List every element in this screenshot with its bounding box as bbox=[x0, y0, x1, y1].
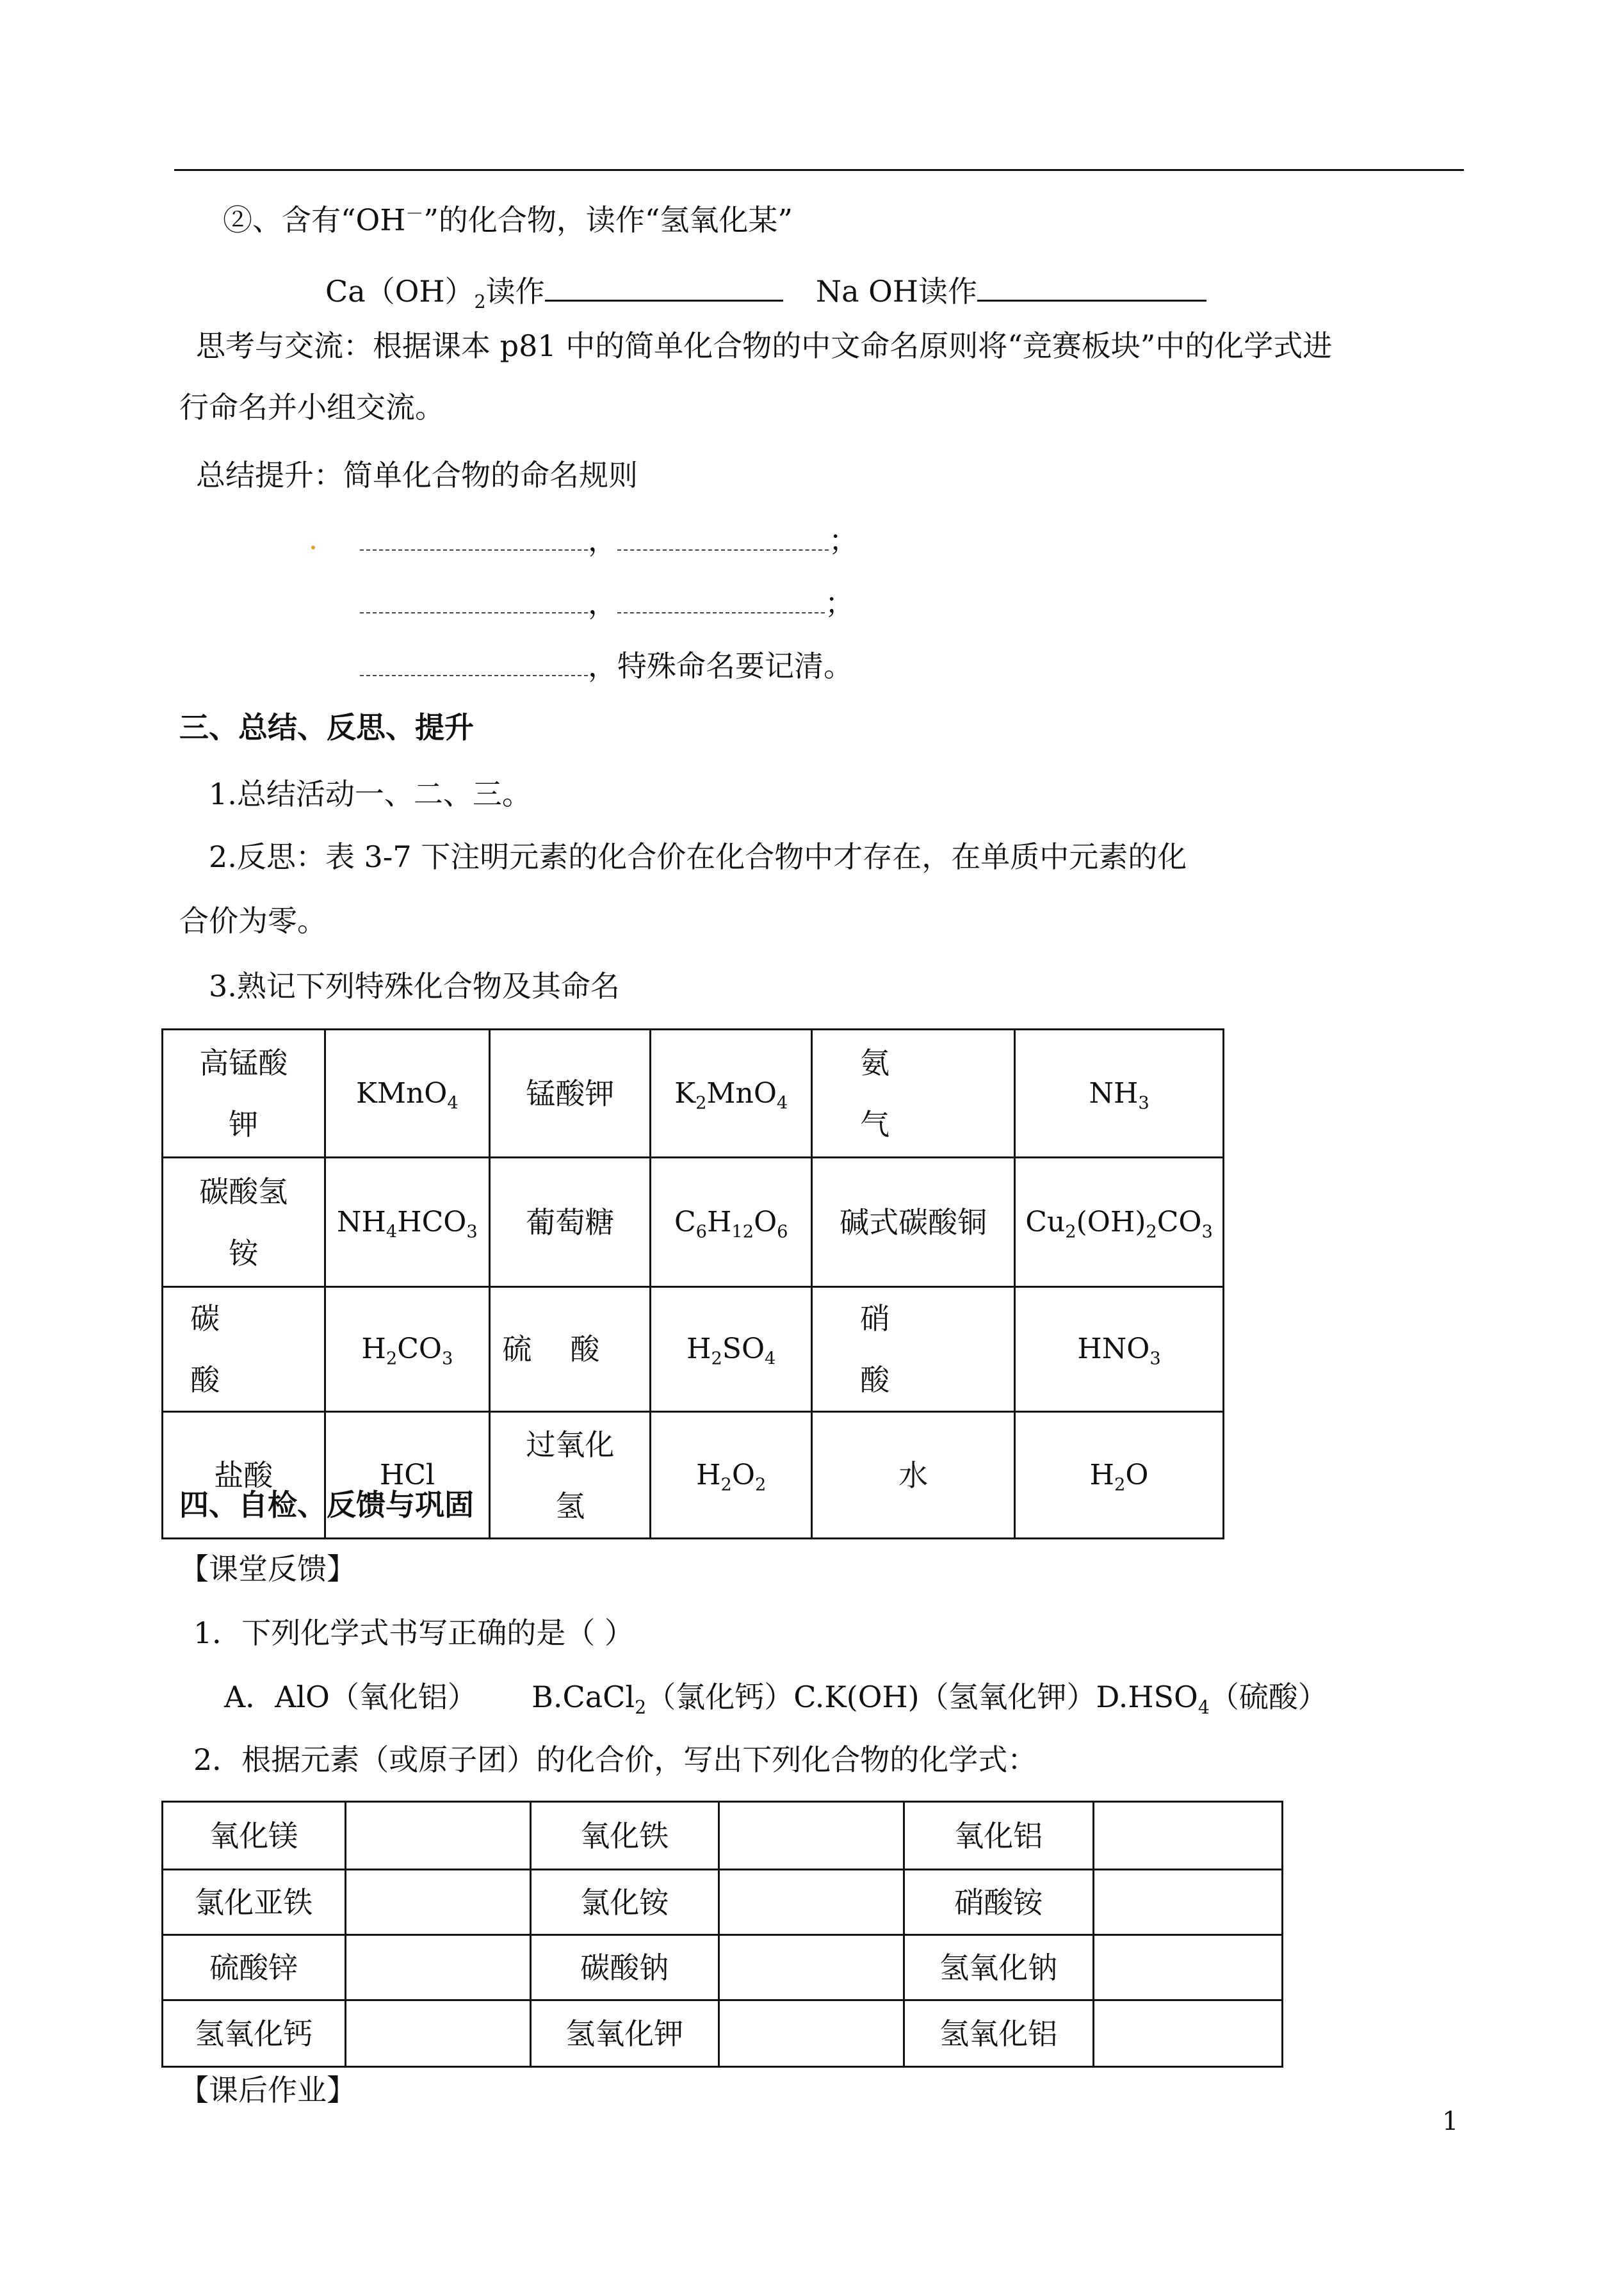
summary-sep-2: ， bbox=[588, 586, 617, 620]
formula-answer-cell[interactable] bbox=[345, 1935, 530, 2000]
caoh2-formula: Ca（OH） bbox=[325, 274, 475, 309]
compounds-row bbox=[163, 1287, 1224, 1412]
option-d-suffix: （硫酸） bbox=[1209, 1680, 1328, 1714]
summary-end-2: ； bbox=[825, 586, 854, 620]
page-number: 1 bbox=[1442, 2107, 1459, 2136]
compound-name-cell: 氧化镁 bbox=[163, 1802, 346, 1870]
compound-name-cell: 碳酸钠 bbox=[531, 1935, 719, 2000]
compound-name-cell: 氧化铝 bbox=[904, 1802, 1093, 1870]
compound-name-cell: 硫酸 bbox=[490, 1287, 651, 1412]
oh-examples-line bbox=[325, 269, 1206, 311]
answer-row bbox=[163, 1935, 1283, 2000]
caoh2-sub: 2 bbox=[474, 291, 486, 312]
compound-formula-cell: $H_2CO_3$ bbox=[325, 1287, 490, 1412]
compound-name-cell: 葡萄糖 bbox=[490, 1158, 651, 1287]
summary-blank-4[interactable] bbox=[617, 583, 825, 613]
summary-title: 总结提升：简单化合物的命名规则 bbox=[196, 458, 638, 492]
option-b-sub: 2 bbox=[635, 1696, 647, 1718]
compound-formula-cell: $H_2SO_4$ bbox=[651, 1287, 812, 1412]
question-1: 1．下列化学式书写正确的是（ ） bbox=[193, 1616, 634, 1650]
compound-formula-cell: $H_2O_2$ bbox=[651, 1412, 812, 1539]
formula-answer-cell[interactable] bbox=[345, 2000, 530, 2067]
formula-answer-cell[interactable] bbox=[719, 1870, 904, 1935]
section-3-item-3: 3.熟记下列特殊化合物及其命名 bbox=[209, 969, 620, 1003]
summary-end-1: ； bbox=[829, 523, 858, 558]
compound-formula-cell: $K_2MnO_4$ bbox=[651, 1030, 812, 1158]
formula-answer-cell[interactable] bbox=[1093, 2000, 1282, 2067]
summary-blank-1[interactable] bbox=[360, 520, 588, 551]
answer-row bbox=[163, 1870, 1283, 1935]
compounds-row bbox=[163, 1158, 1224, 1287]
summary-blank-2[interactable] bbox=[617, 520, 829, 551]
compound-formula-cell: $NH_4HCO_3$ bbox=[325, 1158, 490, 1287]
compound-formula-cell: $Cu_2(OH)_2CO_3$ bbox=[1015, 1158, 1224, 1287]
compound-name-cell: 硝酸 bbox=[812, 1287, 1015, 1412]
summary-rule-row-2 bbox=[360, 583, 854, 622]
classroom-feedback-label: 【课堂反馈】 bbox=[179, 1552, 356, 1586]
compound-formula-cell: $NH_3$ bbox=[1015, 1030, 1224, 1158]
summary-rule-row-3 bbox=[360, 645, 853, 685]
compound-name-cell: 碱式碳酸铜 bbox=[812, 1158, 1015, 1287]
compound-name-cell: 氨气 bbox=[812, 1030, 1015, 1158]
compound-formula-cell: $C_6H_{12}O_6$ bbox=[651, 1158, 812, 1287]
compound-name-cell: 氯化亚铁 bbox=[163, 1870, 346, 1935]
compound-name-cell: 氢氧化铝 bbox=[904, 2000, 1093, 2067]
caoh2-answer-blank[interactable] bbox=[545, 269, 783, 302]
option-b-prefix: B.CaCl bbox=[532, 1680, 635, 1714]
special-compounds-table bbox=[161, 1028, 1224, 1539]
compound-name-cell: 氯化铵 bbox=[531, 1870, 719, 1935]
compounds-row bbox=[163, 1030, 1224, 1158]
compound-name-cell: 硝酸铵 bbox=[904, 1870, 1093, 1935]
summary-special-text: ，特殊命名要记清。 bbox=[588, 649, 853, 683]
compound-name-cell: 碳酸氢 铵 bbox=[163, 1158, 325, 1287]
compound-name-cell: 氢氧化钠 bbox=[904, 1935, 1093, 2000]
discussion-line-2: 行命名并小组交流。 bbox=[179, 390, 444, 425]
compound-name-cell: 锰酸钾 bbox=[490, 1030, 651, 1158]
section-3-item-2-line-1: 2.反思：表 3-7 下注明元素的化合价在化合物中才存在，在单质中元素的化 bbox=[209, 839, 1187, 874]
section-4-heading: 四、自检、反馈与巩固 bbox=[179, 1488, 474, 1522]
compound-name-cell: 氢氧化钾 bbox=[531, 2000, 719, 2067]
homework-label: 【课后作业】 bbox=[179, 2073, 356, 2107]
compound-name-cell: 水 bbox=[812, 1412, 1015, 1539]
formula-answer-cell[interactable] bbox=[1093, 1802, 1282, 1870]
compound-name-cell: 盐酸 bbox=[163, 1412, 325, 1539]
compound-name-cell: 氢氧化钙 bbox=[163, 2000, 346, 2067]
summary-sep-1: ， bbox=[588, 523, 617, 558]
formula-answer-cell[interactable] bbox=[345, 1802, 530, 1870]
summary-blank-3[interactable] bbox=[360, 583, 588, 613]
oh-rule-suffix: ”的化合物，读作“氢氧化某” bbox=[423, 202, 793, 238]
answer-row bbox=[163, 2000, 1283, 2067]
oh-rule-sup: － bbox=[405, 203, 424, 224]
naoh-answer-blank[interactable] bbox=[977, 269, 1206, 302]
oh-rule-line bbox=[223, 195, 793, 239]
formula-answer-cell[interactable] bbox=[719, 1935, 904, 2000]
formula-answer-cell[interactable] bbox=[345, 1870, 530, 1935]
naoh-read-label: 读作 bbox=[918, 274, 977, 309]
formula-answer-cell[interactable] bbox=[1093, 1870, 1282, 1935]
oh-rule-prefix: ②、含有“OH bbox=[223, 202, 406, 238]
compound-formula-cell: $HNO_3$ bbox=[1015, 1287, 1224, 1412]
header-rule bbox=[174, 169, 1464, 171]
discussion-line-1: 思考与交流：根据课本 p81 中的简单化合物的中文命名原则将“竞赛板块”中的化学式进 bbox=[196, 328, 1333, 363]
compound-name-cell: 过氧化 氢 bbox=[490, 1412, 651, 1539]
answer-row bbox=[163, 1802, 1283, 1870]
compound-name-cell: 硫酸锌 bbox=[163, 1935, 346, 2000]
compound-formula-cell: KMnO$_4$ bbox=[325, 1030, 490, 1158]
formula-answer-cell[interactable] bbox=[719, 1802, 904, 1870]
section-3-heading: 三、总结、反思、提升 bbox=[179, 710, 474, 745]
naoh-formula: Na OH bbox=[815, 274, 918, 309]
compound-name-cell: 氧化铁 bbox=[531, 1802, 719, 1870]
question-1-options bbox=[224, 1678, 1328, 1716]
formula-answer-cell[interactable] bbox=[1093, 1935, 1282, 2000]
caoh2-read-label: 读作 bbox=[485, 274, 545, 309]
stray-dot bbox=[311, 546, 315, 549]
question-2: 2．根据元素（或原子团）的化合价，写出下列化合物的化学式： bbox=[193, 1742, 1037, 1777]
compound-name-cell: 碳酸 bbox=[163, 1287, 325, 1412]
formula-answer-cell[interactable] bbox=[719, 2000, 904, 2067]
formula-answer-table bbox=[161, 1801, 1283, 2068]
compound-name-cell: 高锰酸 钾 bbox=[163, 1030, 325, 1158]
compound-formula-cell: $H_2O$ bbox=[1015, 1412, 1224, 1539]
option-a: A．AlO（氧化铝） bbox=[224, 1680, 477, 1714]
summary-blank-5[interactable] bbox=[360, 645, 588, 676]
section-3-item-2-line-2: 合价为零。 bbox=[179, 904, 327, 938]
option-b-suffix: （氯化钙）C.K(OH)（氢氧化钾）D.HSO bbox=[646, 1680, 1198, 1714]
summary-rule-row-1 bbox=[360, 520, 858, 560]
option-d-sub: 4 bbox=[1198, 1696, 1210, 1718]
compound-formula-cell: HCl bbox=[325, 1412, 490, 1539]
section-3-item-1: 1.总结活动一、二、三。 bbox=[209, 777, 532, 811]
